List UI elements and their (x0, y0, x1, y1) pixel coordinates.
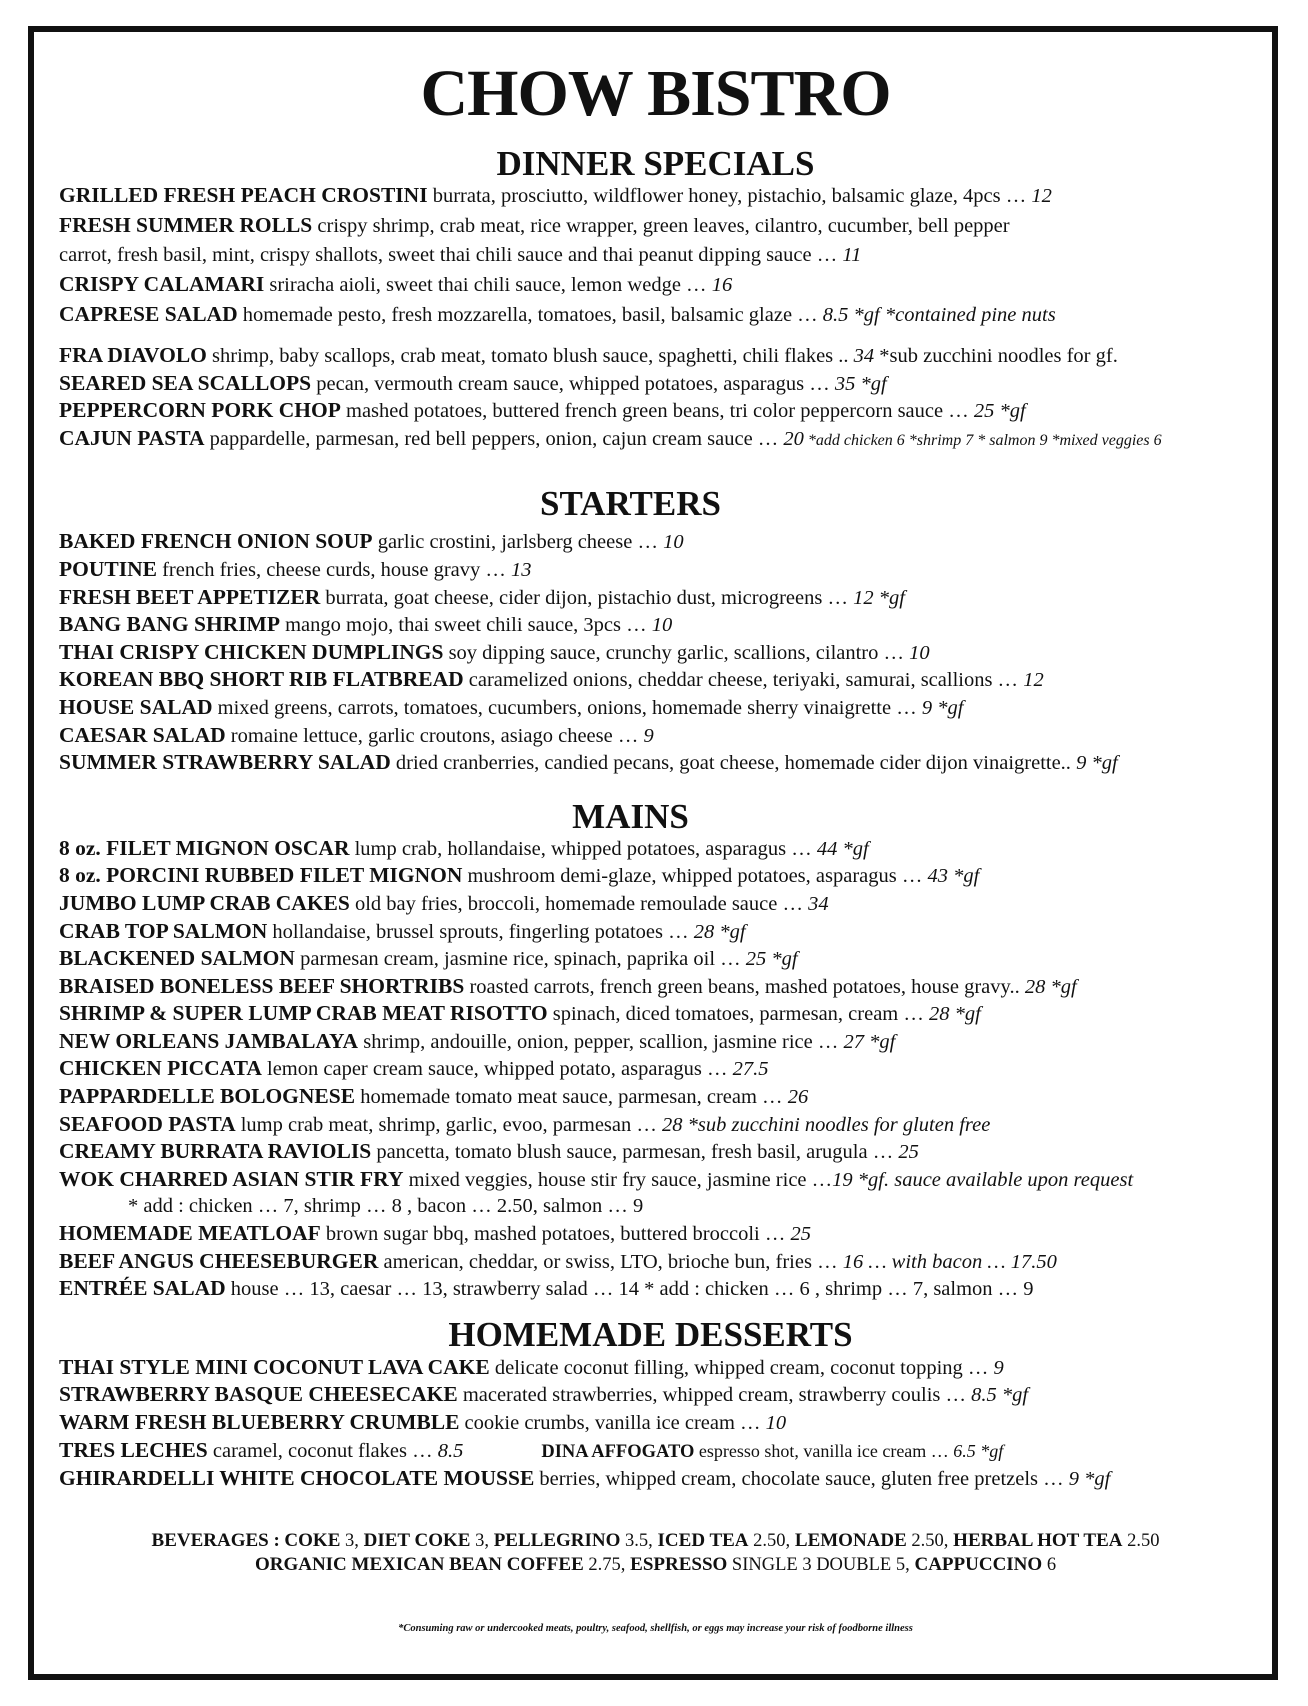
starters-list (59, 528, 1252, 776)
section-title-mains: MAINS (572, 796, 689, 836)
menu-frame (28, 26, 1278, 1680)
dinner-specials-list (59, 181, 1252, 454)
menu-item: CRAB TOP SALMON hollandaise, brussel sprouts, fingerling potatoes … 28 *gf (59, 918, 746, 943)
restaurant-title: CHOW BISTRO (420, 57, 891, 130)
menu-item: CREAMY BURRATA RAVIOLIS pancetta, tomato blush sauce, parmesan, fresh basil, arugula … 25 (59, 1139, 919, 1164)
menu-item: 8 oz. FILET MIGNON OSCAR lump crab, hollandaise, whipped potatoes, asparagus … 44 *gf (59, 835, 869, 860)
menu-item: BLACKENED SALMON parmesan cream, jasmine rice, spinach, paprika oil … 25 *gf (59, 946, 798, 971)
mains-list (59, 835, 1252, 1303)
menu-item: HOMEMADE MEATLOAF brown sugar bbq, mashed potatoes, buttered broccoli … 25 (59, 1221, 811, 1246)
beverages (59, 1529, 1252, 1577)
food-safety-footnote: *Consuming raw or undercooked meats, poultry, seafood, shellfish, or eggs may increase your risk of foodborne illness (398, 1622, 913, 1634)
menu-item: THAI STYLE MINI COCONUT LAVA CAKE delicate coconut filling, whipped cream, coconut topping … 9 (59, 1354, 1004, 1379)
menu-item: POUTINE french fries, cheese curds, house gravy … 13 (59, 556, 532, 581)
menu-item: JUMBO LUMP CRAB CAKES old bay fries, broccoli, homemade remoulade sauce … 34 (59, 890, 829, 915)
menu-item: FRESH SUMMER ROLLS crispy shrimp, crab meat, rice wrapper, green leaves, cilantro, cucumber, bell pepper (59, 213, 1010, 237)
menu-item: FRESH BEET APPETIZER burrata, goat cheese, cider dijon, pistachio dust, microgreens … 12 *gf (59, 584, 905, 609)
menu-item: KOREAN BBQ SHORT RIB FLATBREAD caramelized onions, cheddar cheese, teriyaki, samurai, scallions … 12 (59, 667, 1044, 692)
menu-item: SEAFOOD PASTA lump crab meat, shrimp, garlic, evoo, parmesan … 28 *sub zucchini noodles for gluten free (59, 1111, 991, 1136)
menu-item: NEW ORLEANS JAMBALAYA shrimp, andouille, onion, pepper, scallion, jasmine rice … 27 *gf (59, 1028, 896, 1053)
beverages-line-2: ORGANIC MEXICAN BEAN COFFEE 2.75, ESPRESSO SINGLE 3 DOUBLE 5, CAPPUCCINO 6 (254, 1553, 1057, 1575)
menu-item: CAJUN PASTA pappardelle, parmesan, red bell peppers, onion, cajun cream sauce … 20 *add chicken 6 *shrimp 7 * salmon 9 *mixed veggies 6 (59, 425, 1162, 450)
menu-content (59, 32, 1252, 1634)
desserts-list (59, 1354, 1252, 1493)
menu-item: CHICKEN PICCATA lemon caper cream sauce, whipped potato, asparagus … 27.5 (59, 1056, 769, 1081)
menu-item: STRAWBERRY BASQUE CHEESECAKE macerated strawberries, whipped cream, strawberry coulis … 8.5 *gf (59, 1382, 1029, 1407)
menu-item-continued: carrot, fresh basil, mint, crispy shallots, sweet thai chili sauce and thai peanut dipping sauce … 11 (59, 244, 862, 266)
section-title-starters: STARTERS (540, 484, 721, 524)
menu-item: GRILLED FRESH PEACH CROSTINI burrata, prosciutto, wildflower honey, pistachio, balsamic glaze, 4pcs … 12 (59, 183, 1052, 207)
menu-item: BEEF ANGUS CHEESEBURGER american, cheddar, or swiss, LTO, brioche bun, fries … 16 … with bacon … 17.50 (59, 1248, 1057, 1273)
menu-item: FRA DIAVOLO shrimp, baby scallops, crab meat, tomato blush sauce, spaghetti, chili flakes .. 34 *sub zucchini noodles for gf. (59, 343, 1118, 367)
menu-item: THAI CRISPY CHICKEN DUMPLINGS soy dipping sauce, crunchy garlic, scallions, cilantro … 10 (59, 639, 930, 664)
beverages-line-1: BEVERAGES : COKE 3, DIET COKE 3, PELLEGRINO 3.5, ICED TEA 2.50, LEMONADE 2.50, HERBAL HOT TEA 2.50 (151, 1529, 1160, 1551)
menu-item: WARM FRESH BLUEBERRY CRUMBLE cookie crumbs, vanilla ice cream … 10 (59, 1410, 787, 1434)
menu-item: PEPPERCORN PORK CHOP mashed potatoes, buttered french green beans, tri color peppercorn sauce … 25 *gf (59, 398, 1026, 423)
menu-item-addons: * add : chicken … 7, shrimp … 8 , bacon … 2.50, salmon … 9 (128, 1195, 644, 1218)
menu-item: CRISPY CALAMARI sriracha aioli, sweet thai chili sauce, lemon wedge … 16 (59, 272, 733, 296)
section-title-dinner-specials: DINNER SPECIALS (496, 144, 815, 183)
menu-item: SEARED SEA SCALLOPS pecan, vermouth cream sauce, whipped potatoes, asparagus … 35 *gf (59, 370, 887, 395)
menu-item: BAKED FRENCH ONION SOUP garlic crostini, jarlsberg cheese … 10 (59, 529, 684, 554)
menu-item: CAESAR SALAD romaine lettuce, garlic croutons, asiago cheese … 9 (59, 722, 654, 747)
menu-item: BANG BANG SHRIMP mango mojo, thai sweet chili sauce, 3pcs … 10 (59, 612, 673, 637)
menu-item: BRAISED BONELESS BEEF SHORTRIBS roasted carrots, french green beans, mashed potatoes, house gravy.. 28 *gf (59, 973, 1077, 998)
menu-item: PAPPARDELLE BOLOGNESE homemade tomato meat sauce, parmesan, cream … 26 (59, 1084, 809, 1109)
menu-item: SUMMER STRAWBERRY SALAD dried cranberries, candied pecans, goat cheese, homemade cider dijon vinaigrette.. 9 *gf (59, 750, 1118, 775)
menu-item: ENTRÉE SALAD house … 13, caesar … 13, strawberry salad … 14 * add : chicken … 6 , shrimp … 7, salmon … 9 (59, 1276, 1034, 1301)
section-title-desserts: HOMEMADE DESSERTS (448, 1314, 853, 1354)
menu-item: SHRIMP & SUPER LUMP CRAB MEAT RISOTTO spinach, diced tomatoes, parmesan, cream … 28 *gf (59, 1001, 981, 1026)
menu-item: 8 oz. PORCINI RUBBED FILET MIGNON mushroom demi-glaze, whipped potatoes, asparagus … 43 *gf (59, 863, 980, 888)
menu-item-dina-affogato: DINA AFFOGATO espresso shot, vanilla ice cream … 6.5 *gf (541, 1440, 1004, 1462)
menu-item: HOUSE SALAD mixed greens, carrots, tomatoes, cucumbers, onions, homemade sherry vinaigrette … 9 *gf (59, 694, 964, 719)
menu-item: GHIRARDELLI WHITE CHOCOLATE MOUSSE berries, whipped cream, chocolate sauce, gluten free pretzels … 9 *gf (59, 1466, 1111, 1491)
menu-item: TRES LECHES caramel, coconut flakes … 8.5 DINA AFFOGATO espresso shot, vanilla ice cream … 6.5 *gf (59, 1437, 1004, 1462)
menu-item: CAPRESE SALAD homemade pesto, fresh mozzarella, tomatoes, basil, balsamic glaze … 8.5 *gf *contained pine nuts (59, 302, 1056, 326)
menu-item: WOK CHARRED ASIAN STIR FRY mixed veggies, house stir fry sauce, jasmine rice …19 *gf. sauce available upon request (59, 1166, 1134, 1191)
